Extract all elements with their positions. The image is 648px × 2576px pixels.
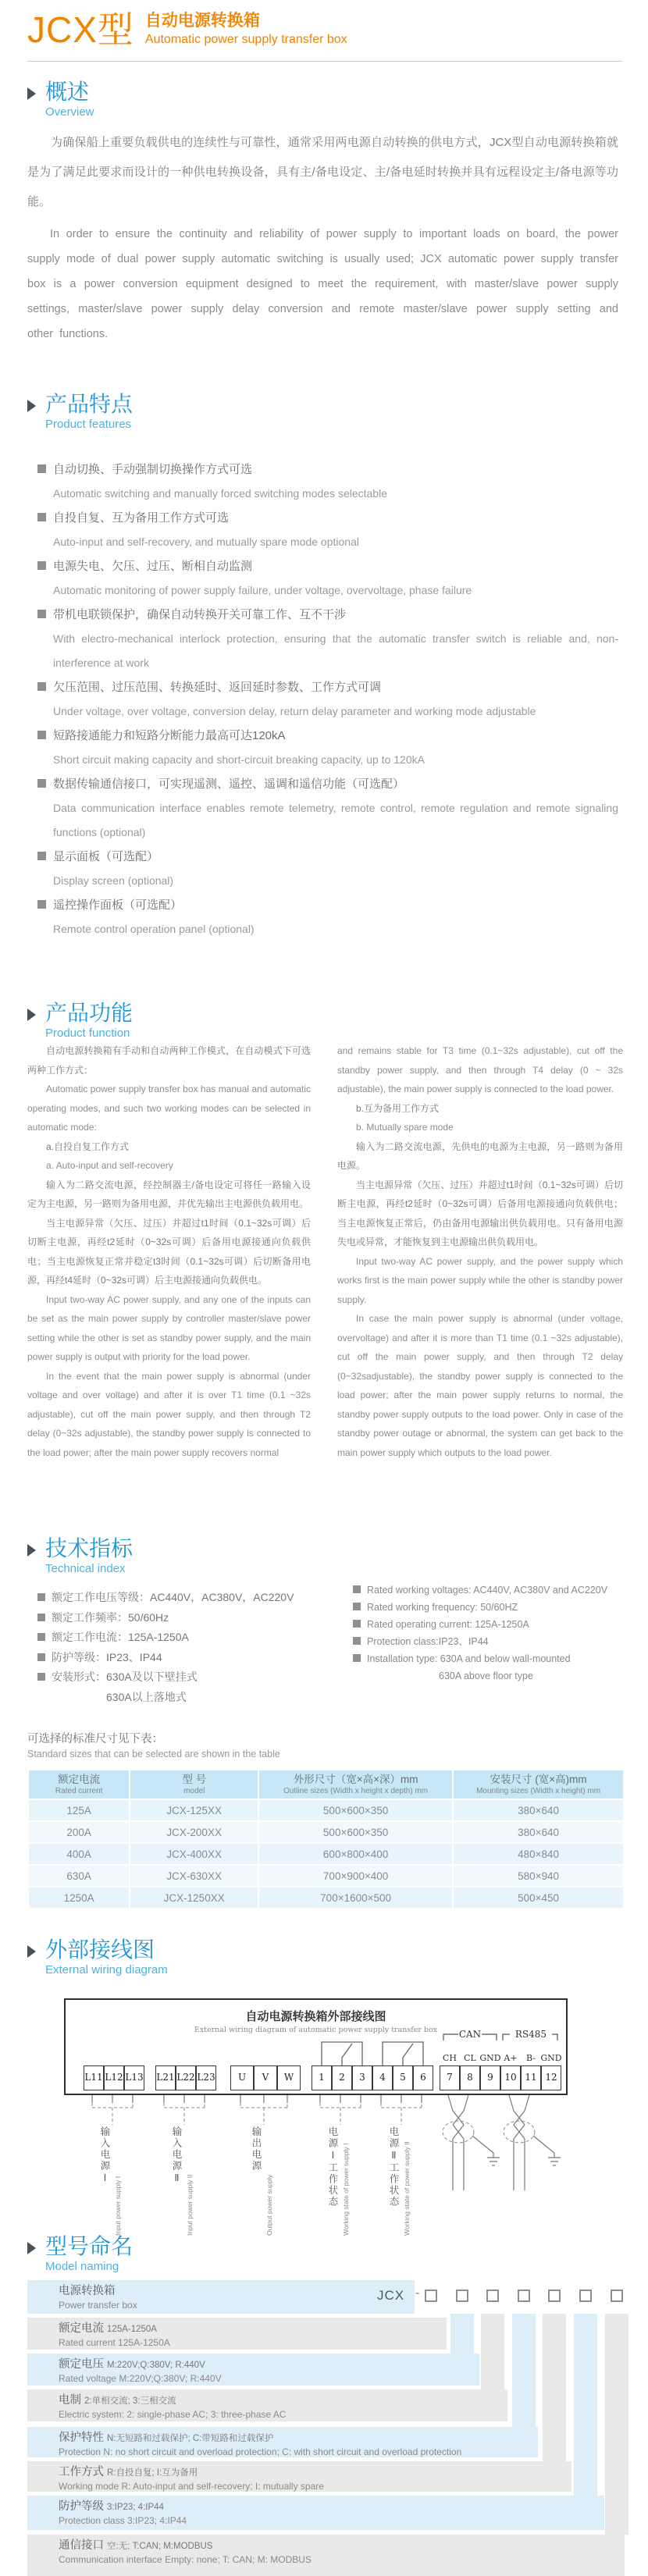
- terminal: W: [277, 2065, 301, 2090]
- terminal: L13: [124, 2065, 144, 2090]
- pin-label: GND: [540, 2053, 562, 2063]
- product-title-block: [145, 11, 347, 48]
- naming-row: 通信接口 空:无; T:CAN; M:MODBUS Communication interface Empty: none; T: CAN; M: MODBUS: [27, 2535, 625, 2576]
- feature-item-en: Remote control operation panel (optional): [53, 923, 255, 935]
- table-row: 1250A JCX-1250XX 700×1600×500 500×450: [28, 1887, 624, 1909]
- feature-item-en: Display screen (optional): [53, 874, 174, 887]
- function-paragraph: b.互为备用工作方式: [356, 1102, 440, 1114]
- wiring-title-zh: 外部接线图: [45, 1937, 155, 1962]
- group-label-en: Working state of power supply II: [403, 2141, 411, 2236]
- terminal: 5: [393, 2065, 413, 2090]
- section-arrow-icon: [27, 1945, 36, 1958]
- diagram-title-zh: 自动电源转换箱外部接线图: [245, 2009, 386, 2023]
- terminal: 6: [413, 2065, 433, 2090]
- technical-item: 额定工作电压等级：AC440V，AC380V，AC220V: [37, 1588, 319, 1608]
- feature-item-zh: 短路接通能力和短路分断能力最高可达120kA: [37, 724, 618, 748]
- function-paragraph: 输入为二路交流电源，先供电的电源为主电源，另一路则为备用电源。: [337, 1140, 623, 1171]
- terminal: 3: [352, 2065, 372, 2090]
- group-label-en: Input power supply I: [114, 2176, 122, 2236]
- terminal: V: [254, 2065, 277, 2090]
- technical-item: 额定工作频率：50/60Hz: [37, 1608, 319, 1628]
- model-digit-box: [518, 2290, 530, 2302]
- function-paragraph: In the event that the main power supply is abnormal (under voltage and over voltage) and after it is over T1 time (0.1 ~32s adjustable), cut off the main power supply, and then through T2 delay (0~32s adjustable), the standby power supply is connected to the load power; after the main power supply recovers normal: [27, 1370, 311, 1458]
- feature-item-zh: 欠压范围、过压范围、转换延时、返回延时参数、工作方式可调: [37, 675, 618, 699]
- twisted-pair-can: [448, 2095, 468, 2190]
- table-row: 400A JCX-400XX 600×800×400 480×840: [28, 1843, 624, 1865]
- wiring-title-en: External wiring diagram: [45, 1963, 168, 1976]
- feature-item-en: Data communication interface enables remote telemetry, remote control, remote regulation and remote signaling functions (optional): [53, 802, 618, 838]
- ground-icon: [472, 2136, 500, 2165]
- naming-row: 电源转换箱 Power transfer box: [27, 2280, 415, 2314]
- model-dash: -: [415, 2286, 420, 2300]
- product-model-title: JCX型: [27, 9, 134, 50]
- section-features-header: [27, 392, 133, 432]
- naming-row: 防护等级 3:IP23; 4:IP44 Protection class 3:IP23; 4:IP44: [27, 2496, 604, 2530]
- pin-label: CL: [464, 2053, 476, 2063]
- technical-item: Protection class:IP23、IP44: [353, 1633, 622, 1650]
- technical-item: 额定工作电流：125A-1250A: [37, 1628, 319, 1648]
- bullet-square-icon: [37, 1653, 45, 1661]
- terminal-group-comm: [440, 2065, 561, 2090]
- terminal: 4: [372, 2065, 393, 2090]
- feature-item-zh: 数据传输通信接口，可实现遥测、遥控、遥调和遥信功能（可选配）: [37, 772, 618, 796]
- terminal: 9: [480, 2065, 500, 2090]
- bullet-square-icon: [37, 1593, 45, 1601]
- group-label-zh: 输入电源Ⅰ: [99, 2126, 110, 2185]
- section-arrow-icon: [27, 2242, 36, 2254]
- feature-list: [37, 457, 618, 941]
- bullet-square-icon: [353, 1585, 361, 1593]
- overview-title-en: Overview: [45, 105, 94, 119]
- bullet-square-icon: [353, 1654, 361, 1662]
- wiring-diagram-box: [64, 1998, 568, 2095]
- diagram-title-en: External wiring diagram of automatic power supply transfer box: [194, 2026, 438, 2034]
- page-header: [27, 9, 347, 50]
- bullet-square-icon: [37, 561, 46, 570]
- bullet-square-icon: [37, 682, 46, 691]
- bullet-square-icon: [353, 1637, 361, 1645]
- section-arrow-icon: [27, 1544, 36, 1557]
- group-label-zh: 电源Ⅱ工作状态: [388, 2126, 399, 2208]
- function-column-right: [337, 1041, 623, 1462]
- terminal: L22: [176, 2065, 196, 2090]
- function-paragraph: and remains stable for T3 time (0.1~32s adjustable), cut off the standby power supply, and then through T4 delay (0 ~ 32s adjustable), the main power supply is connected to the load power.: [337, 1045, 623, 1094]
- model-naming-title-zh: 型号命名: [45, 2234, 134, 2258]
- feature-item-zh: 显示面板（可选配）: [37, 845, 618, 869]
- naming-row: 工作方式 R:自投自复; I:互为备用 Working mode R: Auto-input and self-recovery; I: mutually spare: [27, 2461, 571, 2492]
- overview-paragraph-en: In order to ensure the continuity and reliability of power supply to important loads on board, the power supply mode of dual power supply automatic switching is usually used; JCX automatic power supply transfer box is a power conversion equipment designed to meet the requirement, with master/slave power supply settings, master/slave power supply delay conversion and remote master/slave power supply setting and other functions.: [27, 228, 618, 340]
- function-paragraph: Input two-way AC power supply, and any one of the inputs can be set as the main power supply by controller master/slave power setting while the other is set as standby power supply, and the main power supply is output with priority for the load power.: [27, 1293, 311, 1362]
- rs485-bus-label: RS485: [514, 2029, 547, 2040]
- terminal-group-status: [312, 2065, 433, 2090]
- group-label-zh: 电源Ⅰ工作状态: [327, 2126, 338, 2208]
- technical-item: Rated working frequency: 50/60HZ: [353, 1599, 622, 1616]
- col-mounting-sizes: 安装尺寸 (宽×高)mm Mounting sizes (Width x height) mm: [453, 1770, 624, 1799]
- bullet-square-icon: [37, 1633, 45, 1641]
- group-label-zh: 输入电源Ⅱ: [171, 2126, 182, 2185]
- group-brackets: [92, 2103, 422, 2125]
- feature-item-en: Automatic switching and manually forced switching modes selectable: [53, 487, 387, 500]
- feature-item-en: With electro-mechanical interlock protection, ensuring that the automatic transfer switch is reliable and, non-interference at work: [53, 632, 618, 669]
- features-title-en: Product features: [45, 418, 132, 431]
- technical-list-en: [353, 1582, 622, 1685]
- bullet-square-icon: [353, 1620, 361, 1628]
- ground-icon: [533, 2136, 561, 2165]
- function-paragraph: a. Auto-input and self-recovery: [46, 1160, 173, 1171]
- bullet-square-icon: [37, 900, 46, 909]
- terminal: 2: [332, 2065, 352, 2090]
- feature-item-zh: 自动切换、手动强制切换操作方式可选: [37, 457, 618, 482]
- table-row: 630A JCX-630XX 700×900×400 580×940: [28, 1865, 624, 1887]
- function-column-left: [27, 1041, 311, 1462]
- terminal-group-output: [230, 2065, 301, 2090]
- product-title-zh: 自动电源转换箱: [144, 12, 260, 30]
- terminal: 8: [460, 2065, 480, 2090]
- feature-item-zh: 遥控操作面板（可选配）: [37, 893, 618, 917]
- naming-column-strip: [481, 2314, 504, 2389]
- terminal: 11: [521, 2065, 541, 2090]
- model-naming-diagram: [27, 2280, 625, 2576]
- technical-item-continuation: 630A above floor type: [439, 1670, 533, 1681]
- function-paragraph: Input two-way AC power supply, and the power supply which works first is the main power supply while the other is standby power supply.: [337, 1255, 623, 1305]
- terminal: L21: [155, 2065, 176, 2090]
- model-prefix: JCX: [377, 2288, 405, 2303]
- function-paragraph: 自动电源转换箱有手动和自动两种工作模式，在自动模式下可选两种工作方式：: [27, 1045, 311, 1076]
- section-wiring-header: [27, 1937, 168, 1978]
- header-divider: [27, 61, 622, 62]
- function-paragraph: 当主电源异常（欠压、过压）并超过t1时间（0.1~32s可调）后切断主电源，再经t2延时（0~32s可调）后备用电源接通向负载供电；当主电源恢复正常后，仍由备用电源输出供负载用电。只有备用电源失电或异常，才能恢复到主电源输出供负载用电。: [337, 1179, 623, 1247]
- bullet-square-icon: [37, 731, 46, 739]
- terminal-group-input2: [155, 2065, 216, 2090]
- naming-column-strip: [543, 2314, 566, 2461]
- pin-label: B-: [525, 2053, 536, 2063]
- overview-paragraph-zh: 为确保船上重要负载供电的连续性与可靠性，通常采用两电源自动转换的供电方式，JCX型自动电源转换箱就是为了满足此要求而设计的一种供电转换设备，具有主/备电设定、主/备电延时转换并具有远程设定主/备电源等功能。: [27, 136, 618, 208]
- model-naming-title-en: Model naming: [45, 2260, 119, 2273]
- terminal: 10: [500, 2065, 521, 2090]
- bullet-square-icon: [353, 1603, 361, 1610]
- section-arrow-icon: [27, 87, 36, 100]
- terminal-group-input1: [84, 2065, 144, 2090]
- relay-switch-icon: [383, 2042, 423, 2065]
- model-digit-box: [425, 2290, 437, 2302]
- pin-label: CH: [442, 2053, 458, 2063]
- function-title-zh: 产品功能: [45, 1001, 134, 1025]
- function-paragraph: In case the main power supply is abnormal (under voltage, overvoltage) and after it is more than T1 time (0.1 ~32s adjustable), cut off the main power supply, and then through T2 delay (0~32sadjustable), the standby power supply is connected to the load power; after the main power supply returns to normal, the standby power supply outputs to the load power. Only in case of the standby power outage or abnormal, the system can get back to the main power supply which outputs to the load power.: [337, 1313, 623, 1458]
- model-digit-box: [611, 2290, 623, 2302]
- naming-row: 额定电压 M:220V;Q:380V; R:440V Rated voltage M:220V;Q:380V; R:440V: [27, 2354, 479, 2386]
- sizes-note-en: Standard sizes that can be selected are shown in the table: [27, 1749, 280, 1759]
- naming-row: 保护特性 N:无短路和过载保护; C:带短路和过载保护 Protection N: no short circuit and overload protection; C: with short circuit and overload protection: [27, 2427, 538, 2457]
- section-model-naming-header: [27, 2234, 133, 2275]
- naming-column-strip: [605, 2314, 628, 2535]
- terminal: 12: [541, 2065, 561, 2090]
- model-digit-box: [456, 2290, 468, 2302]
- can-bus-label: CAN: [458, 2029, 482, 2040]
- naming-column-strip: [512, 2314, 536, 2427]
- terminal: U: [230, 2065, 254, 2090]
- pin-label: A+: [504, 2053, 518, 2063]
- technical-title-zh: 技术指标: [45, 1536, 134, 1560]
- feature-item-zh: 电源失电、欠压、过压、断相自动监测: [37, 554, 618, 578]
- col-outline-sizes: 外形尺寸（宽×高×深）mm Outline sizes (Width x height x depth) mm: [258, 1770, 453, 1799]
- technical-item: 安装形式：630A及以下壁挂式: [37, 1667, 319, 1688]
- bullet-square-icon: [37, 464, 46, 473]
- bullet-square-icon: [37, 1673, 45, 1681]
- naming-column-strip: [450, 2314, 474, 2359]
- naming-row: 额定电流 125A-1250A Rated current 125A-1250A: [27, 2318, 447, 2350]
- bullet-square-icon: [37, 779, 46, 788]
- feature-item-en: Short circuit making capacity and short-circuit breaking capacity, up to 120kA: [53, 753, 425, 766]
- function-paragraph: Automatic power supply transfer box has manual and automatic operating modes, and such two working modes can be selected in automatic mode:: [27, 1083, 311, 1133]
- bullet-square-icon: [37, 513, 46, 521]
- technical-item: Rated operating current: 125A-1250A: [353, 1616, 622, 1633]
- overview-title-zh: 概述: [45, 80, 90, 104]
- group-label-zh: 输出电源: [251, 2126, 262, 2172]
- model-digit-box: [579, 2290, 592, 2302]
- bullet-square-icon: [37, 852, 46, 860]
- technical-item-continuation: 630A以上落地式: [106, 1690, 187, 1703]
- terminal: 1: [312, 2065, 332, 2090]
- section-overview-header: [27, 80, 94, 120]
- group-label-en: Output power supply: [265, 2175, 273, 2236]
- wiring-leads-area: [0, 2095, 648, 2240]
- section-arrow-icon: [27, 1009, 36, 1021]
- section-function-header: [27, 1001, 133, 1041]
- group-label-en: Input power supply II: [186, 2174, 194, 2236]
- standard-sizes-table: [27, 1769, 625, 1909]
- twisted-pair-rs485: [509, 2095, 529, 2190]
- feature-item-en: Under voltage, over voltage, conversion delay, return delay parameter and working mode adjustable: [53, 705, 536, 717]
- technical-list-zh: [37, 1588, 319, 1707]
- technical-title-en: Technical index: [45, 1562, 126, 1575]
- technical-item: Installation type: 630A and below wall-mounted: [353, 1650, 622, 1667]
- technical-item: 防护等级：IP23、IP44: [37, 1648, 319, 1668]
- function-paragraph: 输入为二路交流电源，经控制器主/备电设定可将任一路输入设定为主电源，另一路则为备用电源，并优先输出主电源供负载用电。: [27, 1179, 311, 1209]
- terminal: L11: [84, 2065, 104, 2090]
- col-model: 型 号 model: [130, 1770, 258, 1799]
- table-row: 200A JCX-200XX 500×600×350 380×640: [28, 1821, 624, 1843]
- naming-row: 电制 2:单相交流; 3:三相交流 Electric system: 2: single-phase AC; 3: three-phase AC: [27, 2389, 507, 2421]
- model-digit-box: [486, 2290, 499, 2302]
- terminal-stubs: [92, 2095, 422, 2103]
- feature-item-zh: 自投自复、互为备用工作方式可选: [37, 506, 618, 530]
- terminal: 7: [440, 2065, 460, 2090]
- product-title-en: Automatic power supply transfer box: [144, 33, 347, 46]
- model-digit-box: [548, 2290, 561, 2302]
- feature-item-en: Automatic monitoring of power supply failure, under voltage, overvoltage, phase failure: [53, 584, 472, 596]
- feature-item-en: Auto-input and self-recovery, and mutually spare mode optional: [53, 535, 359, 548]
- terminal: L12: [104, 2065, 124, 2090]
- terminal: L23: [196, 2065, 216, 2090]
- bullet-square-icon: [37, 610, 46, 618]
- section-arrow-icon: [27, 400, 36, 412]
- function-paragraph: 当主电源异常（欠压、过压）并超过t1时间（0.1~32s可调）后切断主电源，再经t2延时（0~32s可调）后备用电源接通向负载供电；当主电源恢复正常并稳定t3时间（0.1~32s可调）后切断备用电源，再经t4延时（0~32s可调）后主电源接通向负载供电。: [27, 1217, 311, 1286]
- naming-column-strip: [574, 2314, 597, 2496]
- function-paragraph: b. Mutually spare mode: [356, 1122, 454, 1133]
- relay-switch-icon: [322, 2042, 362, 2065]
- section-technical-header: [27, 1536, 133, 1577]
- technical-item: Rated working voltages: AC440V, AC380V and AC220V: [353, 1582, 622, 1599]
- bullet-square-icon: [37, 1614, 45, 1621]
- function-title-en: Product function: [45, 1026, 130, 1040]
- table-row: 125A JCX-125XX 500×600×350 380×640: [28, 1799, 624, 1821]
- table-header-row: [28, 1770, 624, 1799]
- col-rated-current: 额定电流 Rated current: [28, 1770, 130, 1799]
- sizes-note-zh: 可选择的标准尺寸见下表：: [27, 1733, 163, 1745]
- pin-label: GND: [479, 2053, 501, 2063]
- function-paragraph: a.自投自复工作方式: [46, 1140, 130, 1152]
- feature-item-zh: 带机电联锁保护，确保自动转换开关可靠工作、互不干涉: [37, 603, 618, 627]
- features-title-zh: 产品特点: [45, 392, 134, 416]
- group-label-en: Working state of power supply I: [342, 2143, 350, 2236]
